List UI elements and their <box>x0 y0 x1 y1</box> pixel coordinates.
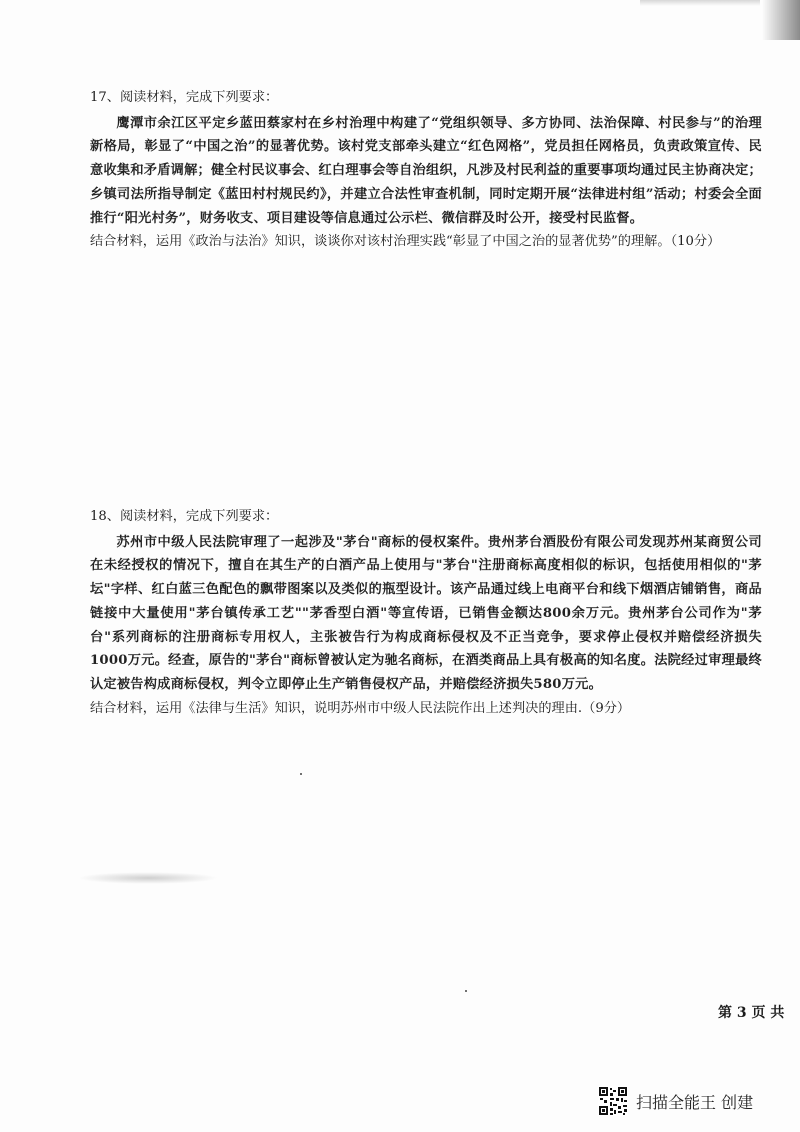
question-18 <box>90 505 762 720</box>
question-title: 17、阅读材料，完成下列要求： <box>90 90 279 105</box>
question-material: 鹰潭市余江区平定乡蓝田蔡家村在乡村治理中构建了“党组织领导、多方协同、法治保障、村民参与”的治理新格局，彰显了“中国之治”的显著优势。该村党支部牵头建立“红色网格”，党员担任网格员，负责政策宣传、民意收集和矛盾调解；健全村民议事会、红白理事会等自治组织，凡涉及村民利益的重要事项均通过民主协商决定；乡镇司法所指导制定《蓝田村村规民约》，并建立合法性审查机制，同时定期开展“法律进村组”活动；村委会全面推行“阳光村务”，财务收支、项目建设等信息通过公示栏、微信群及时公开，接受村民监督。 <box>90 115 762 226</box>
scan-edge-shadow <box>762 0 800 40</box>
scan-speck <box>465 990 467 992</box>
question-title: 18、阅读材料，完成下列要求： <box>90 509 279 524</box>
question-17 <box>90 86 762 254</box>
page-number: 第 3 页 共 <box>718 1005 785 1021</box>
qr-code-icon <box>598 1086 628 1116</box>
question-task: 结合材料，运用《法律与生活》知识，说明苏州市中级人民法院作出上述判决的理由.（9分） <box>90 700 631 716</box>
question-material: 苏州市中级人民法院审理了一起涉及"茅台"商标的侵权案件。贵州茅台酒股份有限公司发现苏州某商贸公司在未经授权的情况下，擅自在其生产的白酒产品上使用与"茅台"注册商标高度相似的标识，包括使用相似的"茅坛"字样、红白蓝三色配色的飘带图案以及类似的瓶型设计。该产品通过线上电商平台和线下烟酒店铺销售，商品链接中大量使用"茅台镇传承工艺""茅香型白酒"等宣传语，已销售金额达800余万元。贵州茅台公司作为"茅台"系列商标的注册商标专用权人，主张被告行为构成商标侵权及不正当竞争，要求停止侵权并赔偿经济损失1000万元。经查，原告的"茅台"商标曾被认定为驰名商标，在酒类商品上具有极高的知名度。法院经过审理最终认定被告构成商标侵权，判令立即停止生产销售侵权产品，并赔偿经济损失580万元。 <box>90 534 762 692</box>
scanner-watermark <box>598 1086 753 1116</box>
scan-speck <box>300 773 302 775</box>
question-task: 结合材料，运用《政治与法治》知识，谈谈你对该村治理实践“彰显了中国之治的显著优势”的理解。（10分） <box>90 234 721 250</box>
scan-smudge <box>78 872 218 884</box>
watermark-text: 扫描全能王 创建 <box>636 1092 754 1112</box>
scan-top-smudge <box>640 0 760 6</box>
